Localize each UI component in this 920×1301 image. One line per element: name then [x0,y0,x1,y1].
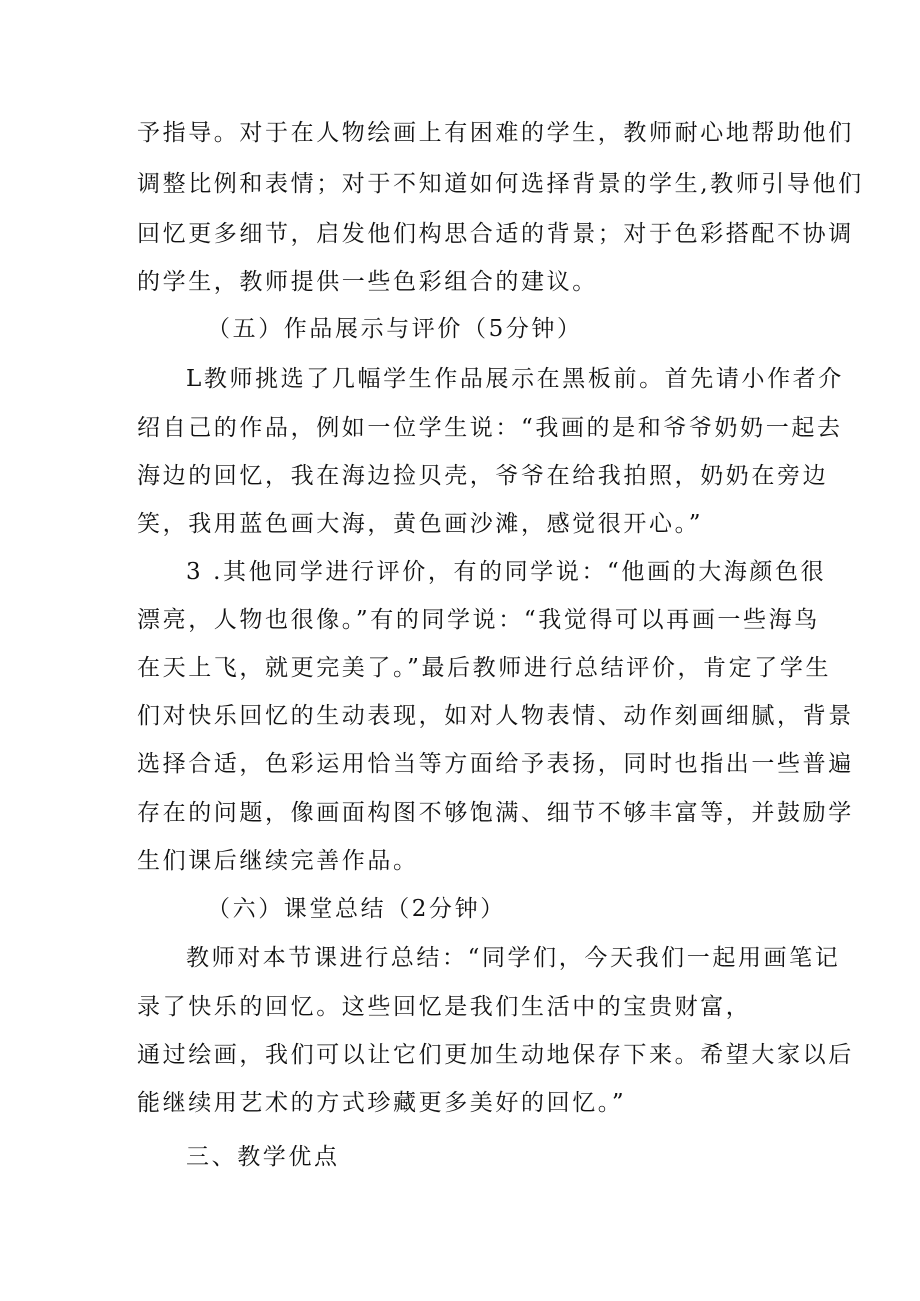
paragraph-line: 予指导。对于在人物绘画上有困难的学生，教师耐心地帮助他们 [137,120,854,146]
paragraph-line: 录了快乐的回忆。这些回忆是我们生活中的宝贵财富， [137,994,752,1020]
paragraph-line: 漂亮，人物也很像。”有的同学说：“我觉得可以再画一些海鸟 [137,607,820,633]
section-heading: （六）课堂总结（2分钟） [207,896,506,922]
paragraph-line: 存在的问题，像画面构图不够饱满、细节不够丰富等，并鼓励学 [137,800,854,826]
section-heading: 三、教学优点 [186,1144,340,1170]
paragraph-line: 通过绘画，我们可以让它们更加生动地保存下来。希望大家以后 [137,1042,854,1068]
paragraph-line: 3 .其他同学进行评价，有的同学说：“他画的大海颜色很 [186,559,827,585]
paragraph-line: 教师对本节课进行总结：“同学们，今天我们一起用画笔记 [186,945,841,971]
paragraph-line: 在天上飞，就更完美了。”最后教师进行总结评价，肯定了学生 [137,655,832,681]
paragraph-line: 的学生，教师提供一些色彩组合的建议。 [137,269,598,295]
paragraph-line: 笑，我用蓝色画大海，黄色画沙滩，感觉很开心。” [137,511,704,537]
section-heading: （五）作品展示与评价（5分钟） [207,316,583,342]
paragraph-line: 们对快乐回忆的生动表现，如对人物表情、动作刻画细腻，背景 [137,703,854,729]
paragraph-line: L教师挑选了几幅学生作品展示在黑板前。首先请小作者介 [186,366,844,392]
paragraph-line: 海边的回忆，我在海边捡贝壳，爷爷在给我拍照，奶奶在旁边 [137,463,829,489]
paragraph-line: 选择合适，色彩运用恰当等方面给予表扬，同时也指出一些普遍 [137,751,854,777]
paragraph-line: 调整比例和表情；对于不知道如何选择背景的学生,教师引导他们 [137,171,864,197]
paragraph-line: 生们课后继续完善作品。 [137,848,419,874]
paragraph-line: 能继续用艺术的方式珍藏更多美好的回忆。” [137,1090,627,1116]
paragraph-line: 回忆更多细节，启发他们构思合适的背景；对于色彩搭配不协调 [137,221,854,247]
paragraph-line: 绍自己的作品，例如一位学生说：“我画的是和爷爷奶奶一起去 [137,415,843,441]
